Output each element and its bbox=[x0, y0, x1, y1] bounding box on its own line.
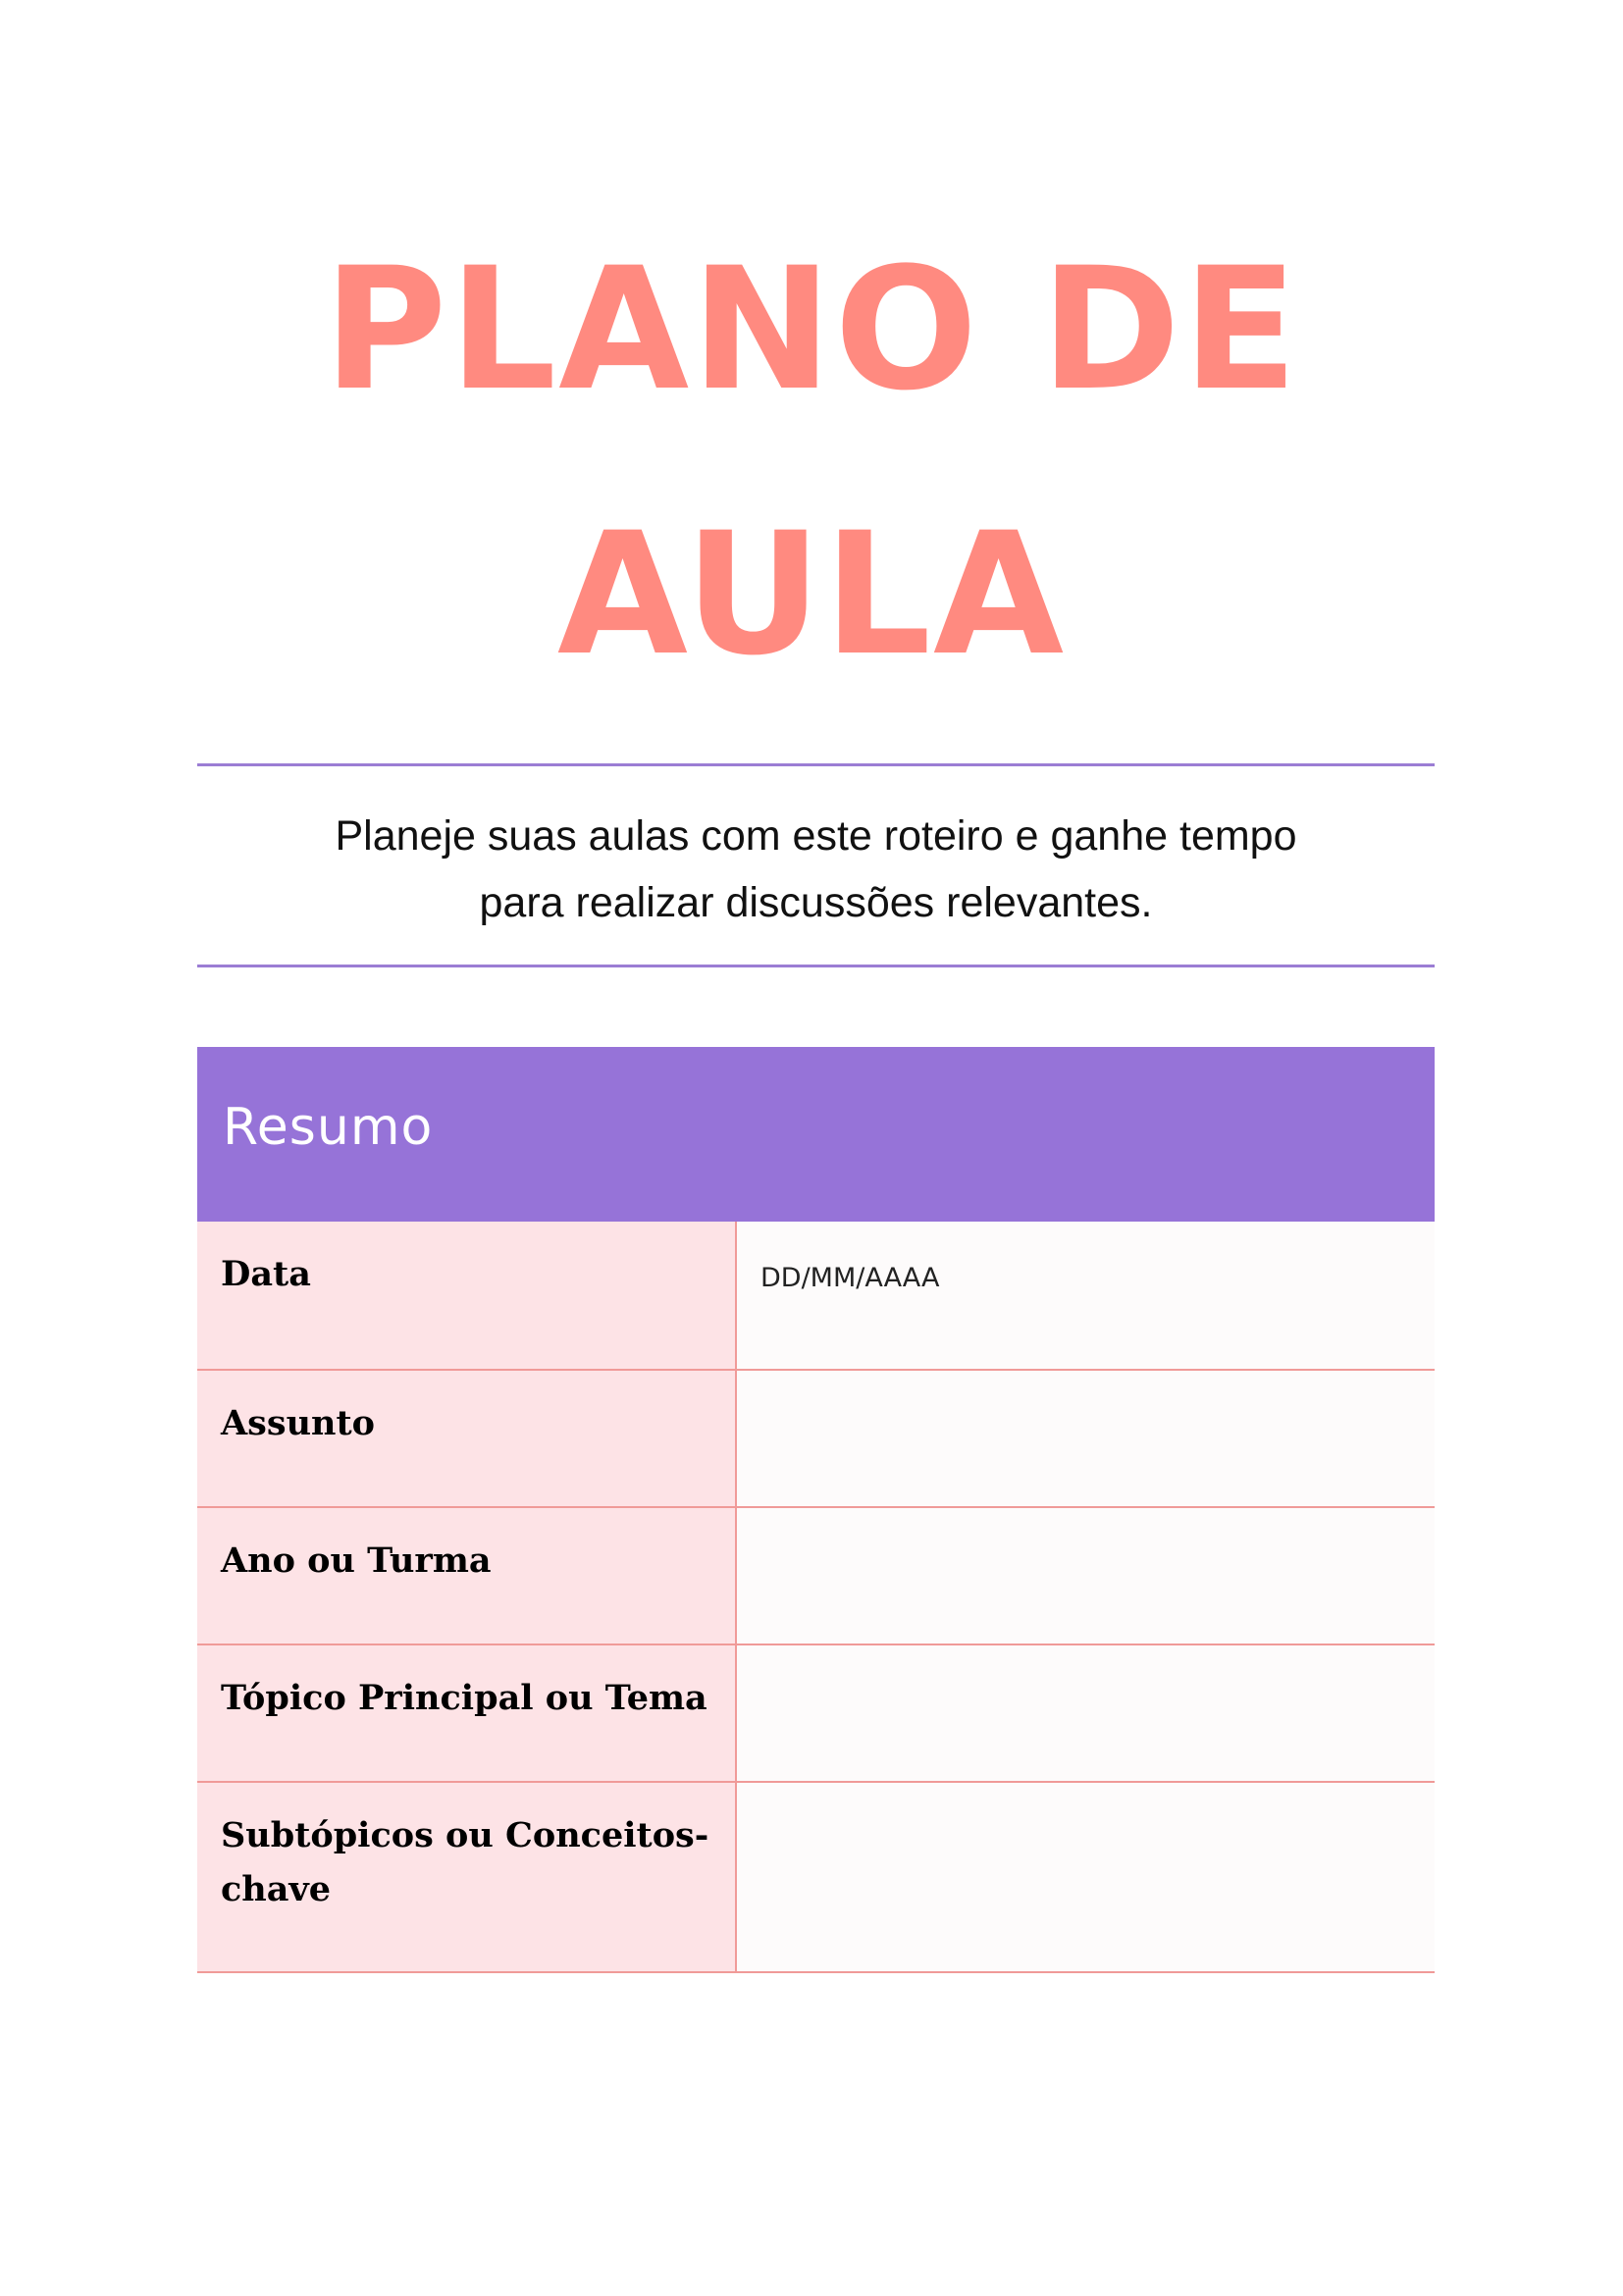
table-row-ano-turma bbox=[197, 1508, 1435, 1645]
class-field[interactable] bbox=[737, 1508, 1435, 1644]
subtitle-line-2: para realizar discussões relevantes. bbox=[479, 879, 1153, 926]
page-title-line-1: PLANO DE bbox=[323, 231, 1300, 428]
row-label: Tópico Principal ou Tema bbox=[197, 1645, 737, 1781]
subtopics-field[interactable] bbox=[737, 1783, 1435, 1971]
summary-header bbox=[197, 1047, 1435, 1222]
row-label: Data bbox=[197, 1222, 737, 1369]
row-label: Assunto bbox=[197, 1371, 737, 1506]
subtitle bbox=[197, 803, 1435, 936]
table-row-assunto bbox=[197, 1371, 1435, 1508]
bottom-divider bbox=[197, 965, 1435, 967]
subtitle-line-1: Planeje suas aulas com este roteiro e ganhe tempo bbox=[335, 812, 1297, 860]
table-row-topico bbox=[197, 1645, 1435, 1783]
table-row-data bbox=[197, 1222, 1435, 1371]
top-divider bbox=[197, 763, 1435, 766]
topic-field[interactable] bbox=[737, 1645, 1435, 1781]
page-title-line-2: AULA bbox=[556, 496, 1067, 693]
table-row-subtopicos bbox=[197, 1783, 1435, 1973]
row-label: Subtópicos ou Conceitos-chave bbox=[197, 1783, 737, 1971]
row-label: Ano ou Turma bbox=[197, 1508, 737, 1644]
date-field[interactable]: DD/MM/AAAA bbox=[737, 1222, 1435, 1369]
summary-heading: Resumo bbox=[223, 1098, 434, 1157]
subject-field[interactable] bbox=[737, 1371, 1435, 1506]
summary-table bbox=[197, 1047, 1435, 1973]
